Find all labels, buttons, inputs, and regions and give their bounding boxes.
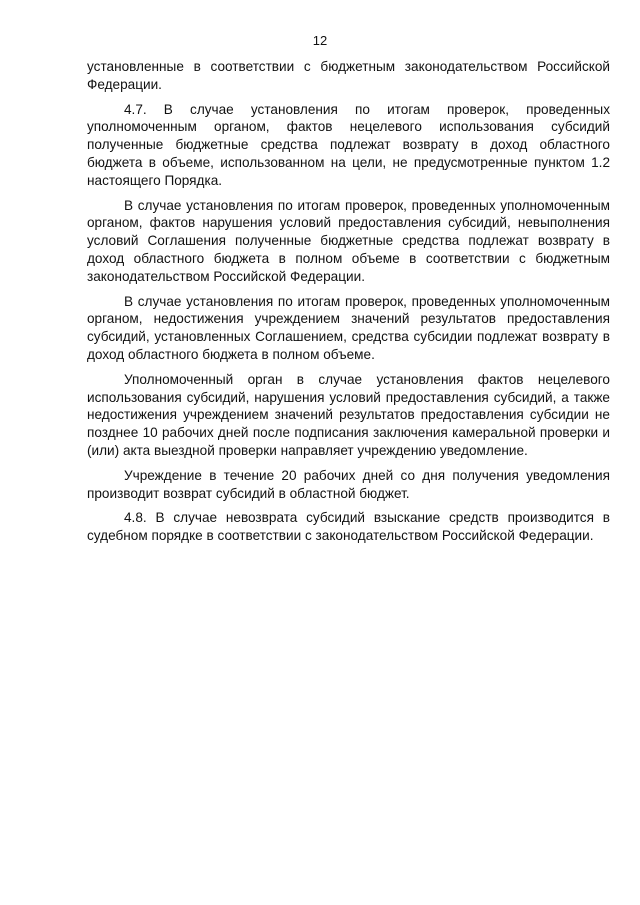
paragraph-4-8: 4.8. В случае невозврата субсидий взыскание средств производится в судебном порядке в соответствии с законодательством Российской Федерации. xyxy=(87,510,610,544)
page-number: 12 xyxy=(312,33,328,48)
paragraph-violation-conditions: В случае установления по итогам проверок, проведенных уполномоченным органом, фактов нарушения условий предоставления субсидий, невыполнения условий Соглашения полученные бюджетные средства подлежат возврату в доход областного бюджета в полном объеме в соответствии с бюджетным законодательством Российской Федерации. xyxy=(87,197,610,284)
paragraph-refund-deadline: Учреждение в течение 20 рабочих дней со дня получения уведомления производит возврат субсидий в областной бюджет. xyxy=(87,467,610,501)
paragraph-continuation: установленные в соответствии с бюджетным законодательством Российской Федерации. xyxy=(87,59,610,92)
paragraph-results-not-achieved: В случае установления по итогам проверок, проведенных уполномоченным органом, недостижения учреждением значений результатов предоставления субсидий, установленных Соглашением, средства субсидии подлежат возврату в доход областного бюджета в полном объеме. xyxy=(87,293,610,362)
paragraph-4-7: 4.7. В случае установления по итогам проверок, проведенных уполномоченным органом, фактов нецелевого использования субсидий полученные бюджетные средства подлежат возврату в доход областного бюджета в объеме, использованном на цели, не предусмотренные пунктом 1.2 настоящего Порядка. xyxy=(87,101,610,188)
document-body xyxy=(87,58,610,552)
paragraph-notification: Уполномоченный орган в случае установления фактов нецелевого использования субсидий, нарушения условий предоставления субсидий, а также недостижения учреждением значений результатов предоставления субсидии не позднее 10 рабочих дней после подписания заключения камеральной проверки и (или) акта выездной проверки направляет учреждению уведомление. xyxy=(87,371,610,458)
